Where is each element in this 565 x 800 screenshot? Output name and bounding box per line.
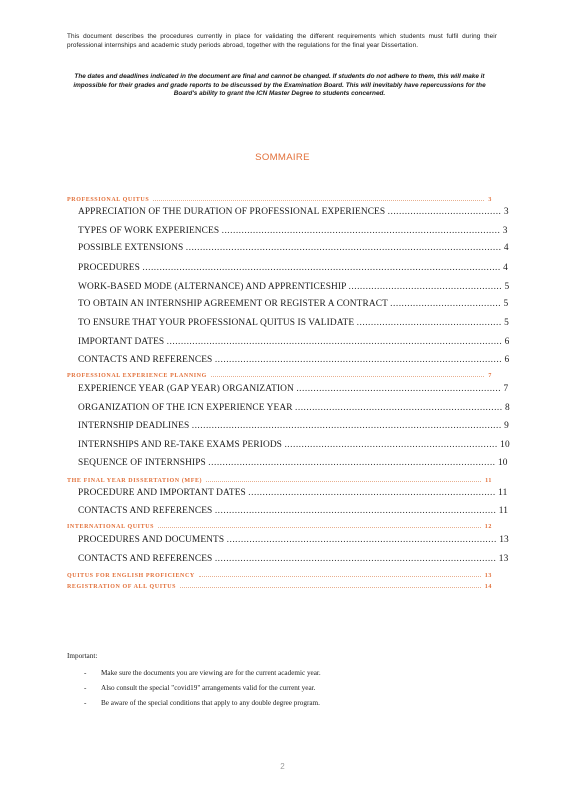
dot-leader <box>158 527 481 528</box>
toc-section-heading[interactable] <box>67 197 492 203</box>
toc-entry[interactable] <box>78 299 508 309</box>
toc-entry-label: APPRECIATION OF THE DURATION OF PROFESSIONAL EXPERIENCES <box>78 207 388 217</box>
toc-entry-label: CONTACTS AND REFERENCES <box>78 355 215 365</box>
toc-entry[interactable] <box>78 554 508 564</box>
dot-leader: .............................................................................................................................. <box>142 263 501 273</box>
dot-leader <box>206 481 481 482</box>
toc-section-heading[interactable] <box>67 478 492 484</box>
dot-leader: ........................................................................ <box>296 384 502 394</box>
toc-entry[interactable] <box>78 226 508 236</box>
toc-section-label: THE FINAL YEAR DISSERTATION (MFE) <box>67 478 203 484</box>
toc-entry[interactable] <box>78 535 509 545</box>
toc-page-number: 7 <box>488 373 492 379</box>
toc-page-number: 13 <box>496 554 509 564</box>
toc-entry-label: TYPES OF WORK EXPERIENCES <box>78 226 222 236</box>
toc-page-number: 5 <box>502 282 510 292</box>
dot-leader: ............................................................................................................... <box>185 243 502 253</box>
toc-page-number: 3 <box>501 207 509 217</box>
toc-page-number: 3 <box>500 226 508 236</box>
dot-leader: ................................................... <box>356 318 502 328</box>
toc-page-number: 13 <box>484 573 492 579</box>
toc-entry[interactable] <box>78 282 509 292</box>
toc-page-number: 8 <box>502 403 510 413</box>
toc-entry[interactable] <box>78 263 508 273</box>
dot-leader: ................................................................................................... <box>214 506 497 516</box>
toc-entry-label: PROCEDURE AND IMPORTANT DATES <box>78 488 249 498</box>
toc-title: SOMMAIRE <box>255 152 310 163</box>
toc-section-label: INTERNATIONAL QUITUS <box>67 524 155 530</box>
toc-entry-label: WORK-BASED MODE (ALTERNANCE) AND APPRENTICESHIP <box>78 282 349 292</box>
dot-leader <box>211 376 485 377</box>
toc-page-number: 11 <box>485 478 492 484</box>
toc-page-number: 11 <box>495 488 508 498</box>
dot-leader <box>199 576 481 577</box>
toc-page-number: 5 <box>501 299 509 309</box>
list-item: - Also consult the special "covid19" arrangements valid for the current year. <box>84 684 321 699</box>
toc-entry[interactable] <box>78 458 508 468</box>
toc-entry[interactable] <box>78 488 507 498</box>
important-label: Important: <box>67 652 98 660</box>
dot-leader: ...................................................................................................................... <box>166 337 503 347</box>
toc-entry-label: TO ENSURE THAT YOUR PROFESSIONAL QUITUS IS VALIDATE <box>78 318 357 328</box>
toc-page-number: 10 <box>495 458 508 468</box>
toc-section-heading[interactable] <box>67 573 492 579</box>
dot-leader: ....................................... <box>390 299 502 309</box>
dot-leader: ..................................................................................................... <box>208 458 496 468</box>
dot-leader: ........................................ <box>387 207 502 217</box>
toc-page-number: 3 <box>488 197 492 203</box>
dot-leader: ................................................................................................... <box>214 554 497 564</box>
dot-leader: ...................................................... <box>348 282 503 292</box>
list-item: - Make sure the documents you are viewing are for the current academic year. <box>84 669 321 684</box>
toc-entry[interactable] <box>78 403 510 413</box>
toc-section-label: PROFESSIONAL QUITUS <box>67 197 150 203</box>
toc-entry-label: CONTACTS AND REFERENCES <box>78 554 215 564</box>
toc-page-number: 5 <box>501 318 509 328</box>
dot-leader: .................................................................................................. <box>221 226 501 236</box>
toc-entry-label: IMPORTANT DATES <box>78 337 167 347</box>
toc-entry[interactable] <box>78 440 510 450</box>
toc-page-number: 7 <box>501 384 509 394</box>
toc-entry-label: ORGANIZATION OF THE ICN EXPERIENCE YEAR <box>78 403 296 413</box>
toc-section-label: REGISTRATION OF ALL QUITUS <box>67 584 177 590</box>
toc-page-number: 12 <box>484 524 492 530</box>
toc-entry[interactable] <box>78 337 509 347</box>
page-number: 2 <box>280 762 285 771</box>
dot-leader: ............................................................................................................. <box>191 421 502 431</box>
dot-leader: ....................................................................................... <box>248 488 496 498</box>
toc-section-label: PROFESSIONAL EXPERIENCE PLANNING <box>67 373 207 379</box>
toc-entry[interactable] <box>78 384 508 394</box>
toc-entry-label: INTERNSHIP DEADLINES <box>78 421 192 431</box>
toc-entry[interactable] <box>78 421 509 431</box>
toc-entry-label: INTERNSHIPS AND RE-TAKE EXAMS PERIODS <box>78 440 285 450</box>
toc-section-heading[interactable] <box>67 584 492 590</box>
toc-entry-label: PROCEDURES <box>78 263 143 273</box>
toc-entry-label: POSSIBLE EXTENSIONS <box>78 243 186 253</box>
toc-entry[interactable] <box>78 506 508 516</box>
toc-entry[interactable] <box>78 318 509 328</box>
intro-paragraph: This document describes the procedures currently in place for validating the different requirements which students must fulfil during their professional internships and academic study periods abroad, together with the regulations for the final year Dissertation. <box>67 33 497 49</box>
toc-entry[interactable] <box>78 355 509 365</box>
dot-leader: ..................................................................................................... <box>214 355 503 365</box>
dot-leader: ............................................................................................... <box>226 535 497 545</box>
dot-leader: ......................................................................... <box>295 403 503 413</box>
dot-leader <box>153 200 484 201</box>
dot-leader <box>180 587 481 588</box>
toc-page-number: 10 <box>497 440 510 450</box>
toc-entry[interactable] <box>78 243 509 253</box>
toc-page-number: 13 <box>496 535 509 545</box>
toc-page-number: 9 <box>501 421 509 431</box>
toc-entry-label: TO OBTAIN AN INTERNSHIP AGREEMENT OR REGISTER A CONTRACT <box>78 299 391 309</box>
toc-section-heading[interactable] <box>67 373 492 379</box>
toc-page-number: 6 <box>502 337 510 347</box>
toc-entry-label: EXPERIENCE YEAR (GAP YEAR) ORGANIZATION <box>78 384 297 394</box>
toc-page-number: 4 <box>500 263 508 273</box>
toc-entry-label: CONTACTS AND REFERENCES <box>78 506 215 516</box>
dot-leader: ........................................................................... <box>284 440 498 450</box>
toc-page-number: 4 <box>501 243 509 253</box>
toc-section-label: QUITUS FOR ENGLISH PROFICIENCY <box>67 573 195 579</box>
toc-section-heading[interactable] <box>67 524 492 530</box>
important-notes-list <box>84 669 321 714</box>
toc-entry-label: SEQUENCE OF INTERNSHIPS <box>78 458 209 468</box>
toc-entry-label: PROCEDURES AND DOCUMENTS <box>78 535 227 545</box>
list-item: - Be aware of the special conditions that apply to any double degree program. <box>84 699 321 714</box>
toc-entry[interactable] <box>78 207 509 217</box>
toc-page-number: 6 <box>502 355 510 365</box>
deadline-notice: The dates and deadlines indicated in the document are final and cannot be changed. If students do not adhere to them, this will make it impossible for their grades and grade reports to be discussed by the Examination Board. This will inevitably have repercussions for the Board's ability to grant the ICN Master Degree to students concerned. <box>73 73 486 98</box>
toc-page-number: 14 <box>484 584 492 590</box>
toc-page-number: 11 <box>496 506 509 516</box>
